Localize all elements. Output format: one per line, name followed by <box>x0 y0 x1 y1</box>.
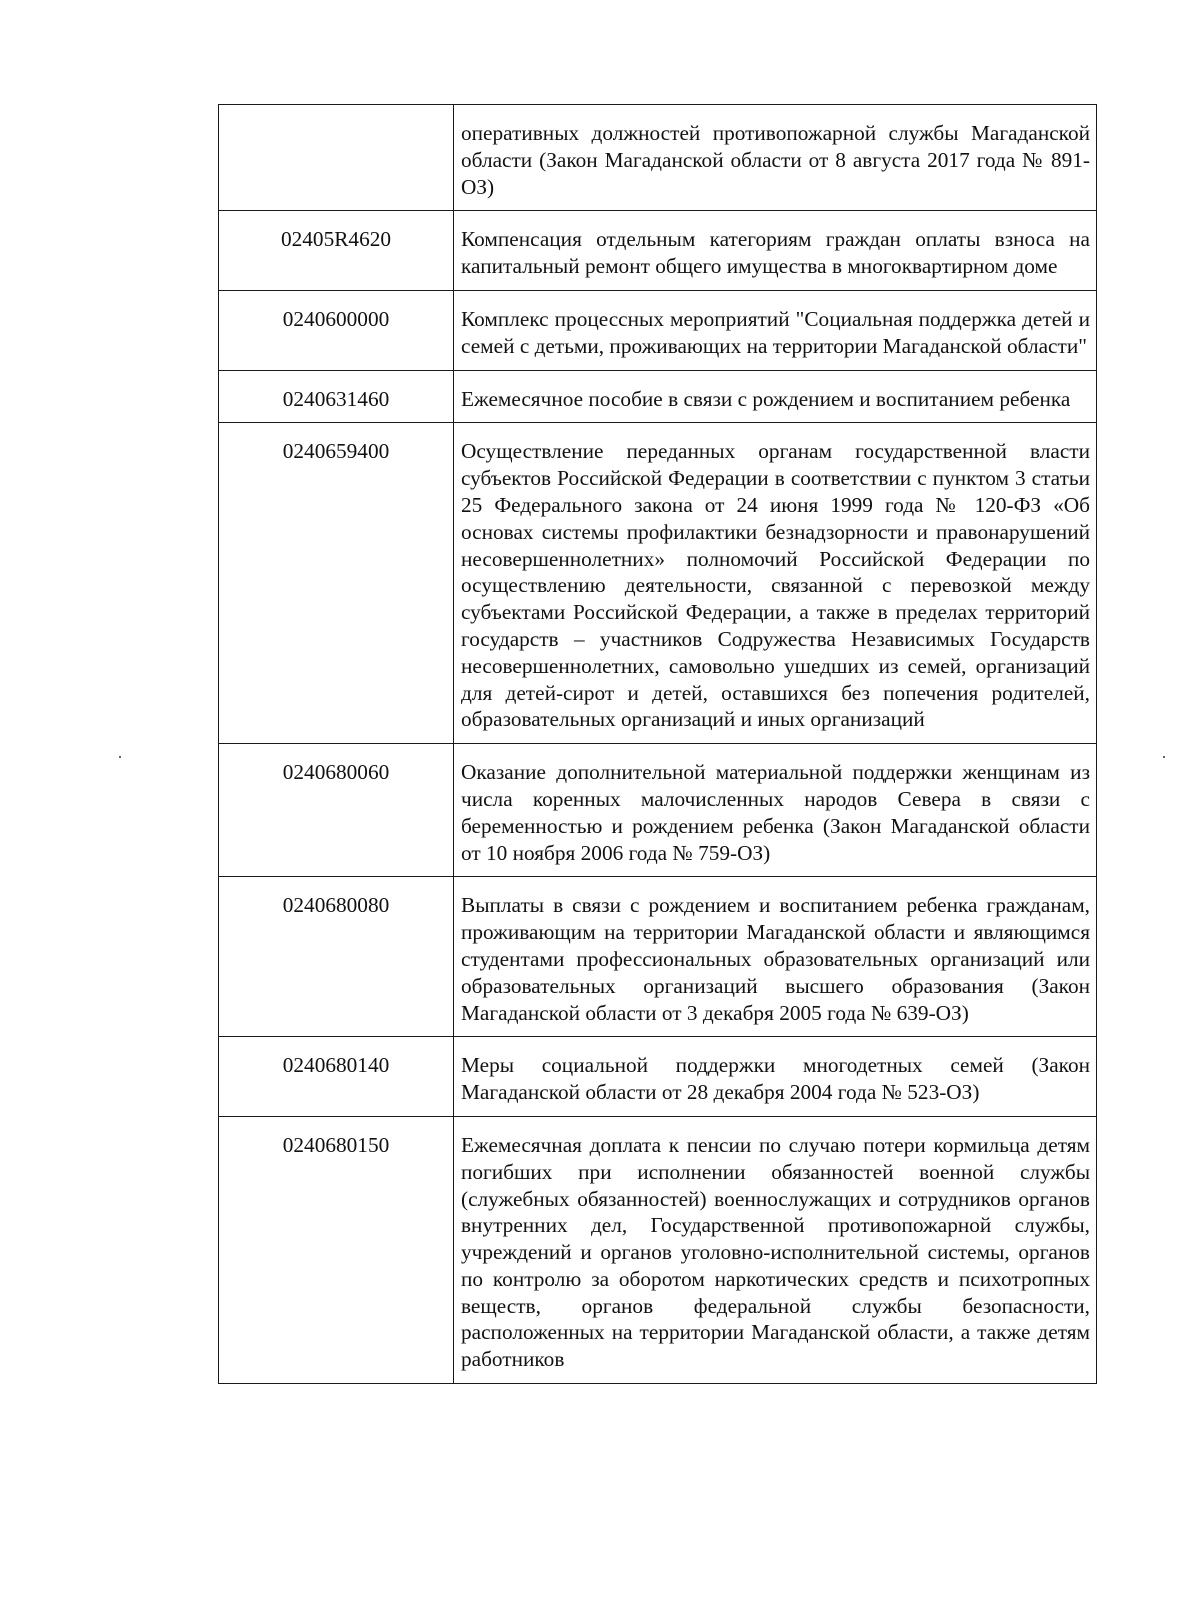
table-row <box>219 290 1097 370</box>
description-cell: Ежемесячное пособие в связи с рождением и воспитанием ребенка <box>454 370 1097 423</box>
table-row <box>219 370 1097 423</box>
code-cell: 0240680080 <box>219 877 454 1037</box>
description-cell: Осуществление переданных органам государственной власти субъектов Российской Федерации в соответствии с пунктом 3 статьи 25 Федерального закона от 24 июня 1999 года № 120-ФЗ «Об основах системы профилактики безнадзорности и правонарушений несовершеннолетних» полномочий Российской Федерации по осуществлению деятельности, связанной с перевозкой между субъектами Российской Федерации, а также в пределах территорий государств – участников Содружества Независимых Государств несовершеннолетних, самовольно ушедших из семей, организаций для детей-сирот и детей, оставшихся без попечения родителей, образовательных организаций и иных организаций <box>454 423 1097 744</box>
code-cell: 0240680150 <box>219 1116 454 1383</box>
description-cell: Комплекс процессных мероприятий "Социальная поддержка детей и семей с детьми, проживающих на территории Магаданской области" <box>454 290 1097 370</box>
description-cell: Меры социальной поддержки многодетных семей (Закон Магаданской области от 28 декабря 2004 года № 523-ОЗ) <box>454 1037 1097 1117</box>
code-cell: 0240680140 <box>219 1037 454 1117</box>
description-cell: оперативных должностей противопожарной службы Магаданской области (Закон Магаданской области от 8 августа 2017 года № 891-ОЗ) <box>454 105 1097 211</box>
table-row <box>219 877 1097 1037</box>
budget-classification-table <box>218 104 1097 1384</box>
description-cell: Выплаты в связи с рождением и воспитанием ребенка гражданам, проживающим на территории Магаданской области и являющимся студентами профессиональных образовательных организаций или образовательных организаций высшего образования (Закон Магаданской области от 3 декабря 2005 года № 639-ОЗ) <box>454 877 1097 1037</box>
code-cell <box>219 105 454 211</box>
table-row <box>219 744 1097 877</box>
table-row <box>219 211 1097 291</box>
code-cell: 0240680060 <box>219 744 454 877</box>
scan-speck <box>119 756 121 758</box>
description-cell: Компенсация отдельным категориям граждан оплаты взноса на капитальный ремонт общего имущества в многоквартирном доме <box>454 211 1097 291</box>
description-cell: Оказание дополнительной материальной поддержки женщинам из числа коренных малочисленных народов Севера в связи с беременностью и рождением ребенка (Закон Магаданской области от 10 ноября 2006 года № 759-ОЗ) <box>454 744 1097 877</box>
code-cell: 02405R4620 <box>219 211 454 291</box>
table-row <box>219 105 1097 211</box>
table-row <box>219 1116 1097 1383</box>
code-cell: 0240631460 <box>219 370 454 423</box>
table-row <box>219 423 1097 744</box>
table-row <box>219 1037 1097 1117</box>
scan-speck <box>1163 756 1165 758</box>
description-cell: Ежемесячная доплата к пенсии по случаю потери кормильца детям погибших при исполнении обязанностей военной службы (служебных обязанностей) военнослужащих и сотрудников органов внутренних дел, Государственной противопожарной службы, учреждений и органов уголовно-исполнительной системы, органов по контролю за оборотом наркотических средств и психотропных веществ, органов федеральной службы безопасности, расположенных на территории Магаданской области, а также детям работников <box>454 1116 1097 1383</box>
code-cell: 0240600000 <box>219 290 454 370</box>
code-cell: 0240659400 <box>219 423 454 744</box>
